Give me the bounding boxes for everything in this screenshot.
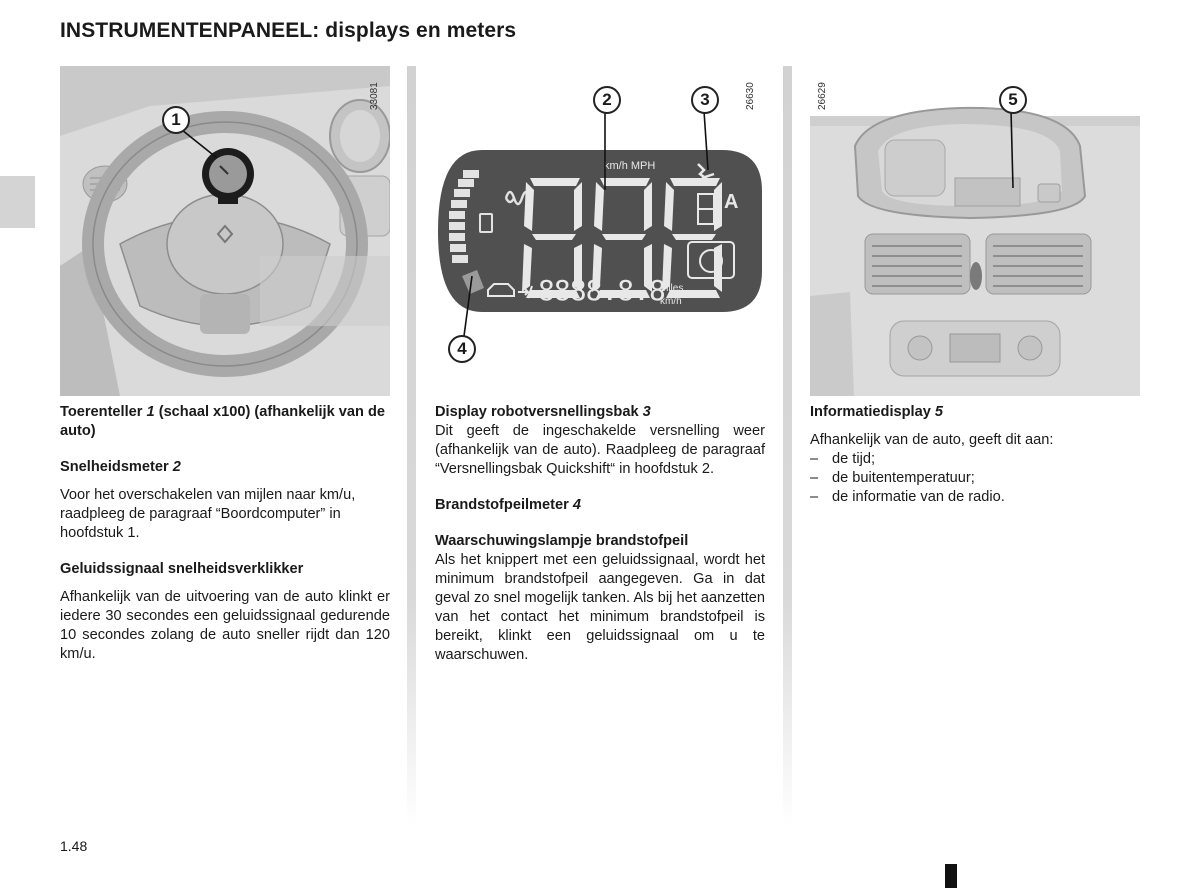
heading-geluidssignaal: Geluidssignaal snelheidsverklikker [60, 561, 304, 577]
page-title: INSTRUMENTENPANEEL: displays en meters [60, 19, 517, 42]
units-top-label: km/h MPH [604, 160, 656, 172]
figure-steering-wheel [60, 66, 390, 396]
chapter-tab [0, 176, 35, 228]
heading-display-robotversnellingsbak: Display robotversnellingsbak 3 [435, 404, 651, 420]
gear-letter: A [724, 191, 739, 213]
heading-informatiedisplay: Informatiedisplay 5 [810, 404, 944, 420]
units-bottom-kmh: km/h [660, 296, 682, 307]
figure-code-33081: 33081 [369, 82, 380, 110]
paragraph-waarschuwingslampje: Als het knippert met een geluidssignaal, wordt het minimum brandstofpeil aangegeven. Ga in dat geval zo snel mogelijk tanken. Als bij het aanzetten van het contact het minimum brandstofpeil is bereikt, klinkt een geluidssignaal om u te waarschuwen. [435, 552, 765, 663]
figure-info-display [810, 66, 1140, 396]
heading-brandstofpeilmeter: Brandstofpeilmeter 4 [435, 497, 581, 513]
paragraph-display-robotversnellingsbak: Dit geeft de ingeschakelde versnelling weer (afhankelijk van de auto). Raadpleeg de paragraaf “Versnellingsbak Quickshift“ in hoofdstuk 2. [435, 423, 765, 477]
heading-snelheidsmeter: Snelheidsmeter 2 [60, 459, 181, 475]
list-item: – de informatie van de radio. [810, 489, 1005, 505]
text-column-1 [60, 403, 390, 664]
heading-toerenteller: Toerenteller 1 (schaal x100) (afhankelijk van de auto) [60, 404, 386, 439]
column-divider-left [407, 66, 416, 826]
text-column-2 [435, 403, 765, 665]
list-item: – de buitentemperatuur; [810, 470, 975, 486]
callout-5: 5 [999, 86, 1027, 114]
callout-2: 2 [593, 86, 621, 114]
figure-code-26629: 26629 [817, 82, 828, 110]
callout-1: 1 [162, 106, 190, 134]
page-edge-marker [945, 864, 957, 888]
callout-3: 3 [691, 86, 719, 114]
callout-4: 4 [448, 335, 476, 363]
text-column-3 [810, 403, 1140, 507]
steering-wheel-illustration [60, 66, 390, 396]
list-item: – de tijd; [810, 451, 875, 467]
heading-waarschuwingslampje: Waarschuwingslampje brandstofpeil [435, 533, 689, 549]
info-display-illustration [810, 66, 1140, 396]
page-number: 1.48 [60, 838, 88, 854]
paragraph-geluidssignaal: Afhankelijk van de uitvoering van de auto klinkt er iedere 30 secondes een geluidssignaal gedurende 10 secondes zolang de auto sneller rijdt dan 120 km/u. [60, 589, 390, 662]
units-bottom-miles: miles [660, 283, 684, 294]
column-divider-right [783, 66, 792, 826]
figure-digital-display [422, 66, 778, 396]
info-list [810, 450, 1140, 507]
odometer-digits: 8888.8.8 [538, 274, 665, 307]
paragraph-informatiedisplay-intro: Afhankelijk van de auto, geeft dit aan: [810, 432, 1054, 448]
paragraph-snelheidsmeter: Voor het overschakelen van mijlen naar km/u, raadpleeg de paragraaf “Boordcomputer” in hoofdstuk 1. [60, 487, 356, 541]
figure-code-26630: 26630 [745, 82, 756, 110]
